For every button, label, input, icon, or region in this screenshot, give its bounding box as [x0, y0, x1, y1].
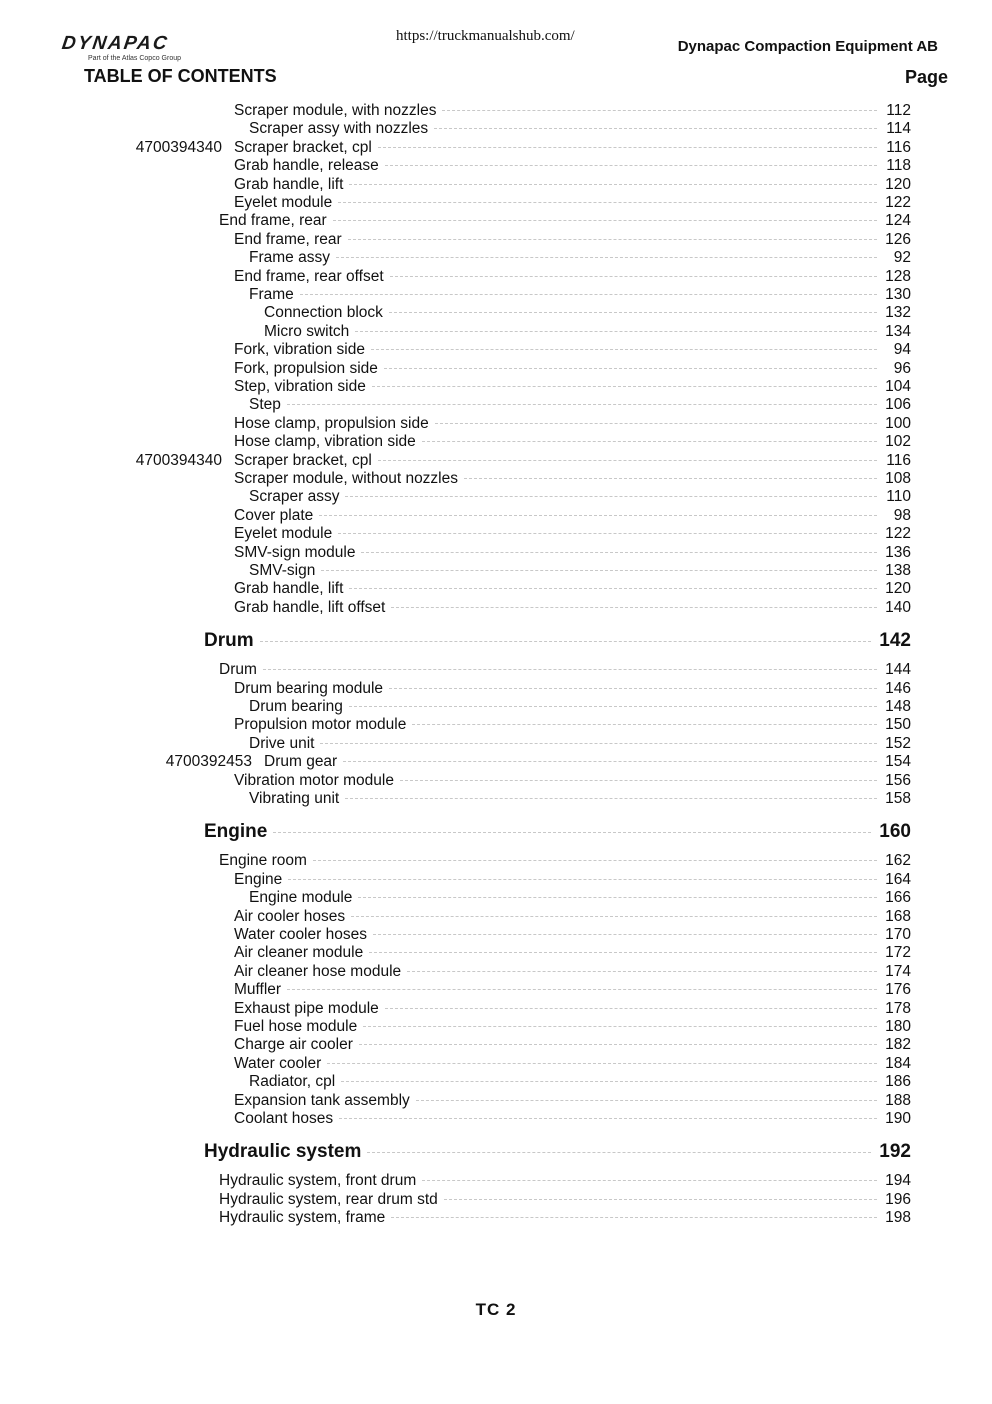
- dot-leader: [384, 368, 877, 369]
- toc-entry-label: Fuel hose module: [234, 1018, 358, 1035]
- toc-entry-row[interactable]: [234, 139, 911, 157]
- toc-section-row[interactable]: [204, 820, 911, 844]
- toc-section-row[interactable]: [204, 629, 911, 653]
- dot-leader: [371, 349, 877, 350]
- toc-entry-row[interactable]: [234, 908, 911, 926]
- dot-leader: [358, 897, 877, 898]
- toc-page-number: 120: [885, 175, 911, 193]
- toc-entry-row[interactable]: [249, 120, 911, 138]
- toc-entry-row[interactable]: [219, 212, 911, 230]
- toc-entry-row[interactable]: [234, 926, 911, 944]
- dot-leader: [319, 515, 877, 516]
- dot-leader: [355, 331, 877, 332]
- toc-entry-row[interactable]: [234, 716, 911, 734]
- toc-entry-row[interactable]: [234, 360, 911, 378]
- toc-entry-label: Hydraulic system, frame: [219, 1209, 386, 1227]
- toc-part-number: 4700394340: [135, 138, 222, 156]
- dot-leader: [400, 780, 877, 781]
- toc-entry-row[interactable]: [234, 871, 911, 889]
- page-footer-id: TC 2: [475, 1300, 517, 1319]
- toc-entry-label: SMV-sign module: [234, 543, 356, 561]
- dot-leader: [422, 1180, 877, 1181]
- dot-leader: [349, 184, 877, 185]
- toc-page-number: 170: [885, 926, 911, 943]
- toc-page-number: 196: [885, 1190, 911, 1208]
- toc-page-number: 92: [893, 249, 911, 267]
- toc-entry-row[interactable]: [219, 661, 911, 679]
- toc-entry-row[interactable]: [234, 231, 911, 249]
- dot-leader: [390, 276, 877, 277]
- company-name: Dynapac Compaction Equipment AB: [677, 38, 938, 55]
- toc-part-number: 4700394340: [135, 451, 222, 469]
- toc-entry-row[interactable]: [249, 698, 911, 716]
- toc-page-number: 190: [885, 1110, 911, 1127]
- toc-entry-label: Cover plate: [234, 506, 314, 524]
- dot-leader: [333, 220, 877, 221]
- toc-entry-row[interactable]: [234, 452, 911, 470]
- toc-entry-row[interactable]: [234, 772, 911, 790]
- toc-entry-label: Engine module: [249, 889, 353, 907]
- toc-entry-row[interactable]: [219, 1191, 911, 1209]
- toc-page-number: 94: [893, 341, 911, 359]
- toc-entry-row[interactable]: [234, 1036, 911, 1054]
- toc-section-row[interactable]: [204, 1140, 911, 1164]
- toc-page-number: 138: [885, 562, 911, 579]
- toc-page-number: 120: [885, 580, 911, 598]
- dot-leader: [378, 460, 877, 461]
- toc-entry-label: Frame: [249, 286, 294, 303]
- dot-leader: [288, 879, 877, 880]
- toc-page-number: 172: [885, 944, 911, 962]
- toc-entry-row[interactable]: [234, 176, 911, 194]
- dot-leader: [313, 860, 877, 861]
- toc-entry-row[interactable]: [249, 1073, 911, 1091]
- toc-entry-row[interactable]: [234, 580, 911, 598]
- toc-page-number: 152: [885, 734, 911, 752]
- toc-entry-row[interactable]: [234, 1110, 911, 1128]
- dot-leader: [435, 423, 877, 424]
- toc-page-number: 128: [885, 267, 911, 285]
- toc-entry-label: Air cleaner module: [234, 944, 364, 962]
- toc-page-number: 182: [885, 1036, 911, 1054]
- toc-entry-label: Hydraulic system, front drum: [219, 1172, 417, 1190]
- toc-page-number: 176: [885, 981, 911, 999]
- toc-entry-label: Hose clamp, vibration side: [234, 433, 416, 451]
- toc-page-number: 146: [885, 679, 911, 697]
- toc-entry-label: Eyelet module: [234, 194, 333, 211]
- toc-entry-label: Step, vibration side: [234, 378, 366, 395]
- dot-leader: [341, 1081, 877, 1082]
- dot-leader: [389, 688, 877, 689]
- toc-page-number: 130: [885, 286, 911, 303]
- toc-page-number: 160: [879, 821, 911, 843]
- toc-entry-row[interactable]: [219, 1209, 911, 1227]
- toc-entry-label: SMV-sign: [249, 562, 316, 579]
- toc-entry-label: Fork, vibration side: [234, 341, 365, 359]
- toc-entry-label: Grab handle, release: [234, 157, 379, 175]
- toc-entry-label: Connection block: [264, 304, 383, 322]
- dot-leader: [391, 607, 877, 608]
- dot-leader: [373, 934, 877, 935]
- toc-entry-label: Scraper module, without nozzles: [234, 470, 459, 487]
- toc-page-number: 162: [885, 852, 911, 870]
- toc-entry-row[interactable]: [234, 599, 911, 617]
- dot-leader: [372, 386, 877, 387]
- source-url[interactable]: https://truckmanualshub.com/: [396, 28, 575, 44]
- toc-page-number: 186: [885, 1073, 911, 1091]
- toc-entry-label: Scraper assy: [249, 488, 340, 506]
- dot-leader: [444, 1199, 877, 1200]
- toc-page-number: 166: [885, 889, 911, 907]
- toc-entry-label: Expansion tank assembly: [234, 1091, 410, 1109]
- dot-leader: [287, 989, 877, 990]
- toc-entry-label: Air cooler hoses: [234, 907, 346, 925]
- dot-leader: [349, 706, 877, 707]
- dot-leader: [385, 1008, 877, 1009]
- toc-page-number: 98: [893, 506, 911, 524]
- toc-page-number: 116: [886, 138, 911, 156]
- toc-page-number: 178: [885, 999, 911, 1017]
- toc-entry-label: Hose clamp, propulsion side: [234, 414, 429, 432]
- toc-entry-row[interactable]: [249, 249, 911, 267]
- dot-leader: [407, 971, 877, 972]
- toc-entry-row[interactable]: [249, 889, 911, 907]
- toc-entry-label: Scraper module, with nozzles: [234, 102, 437, 119]
- toc-entry-row[interactable]: [234, 341, 911, 359]
- dot-leader: [263, 669, 877, 670]
- toc-entry-label: Drum: [219, 661, 257, 679]
- dot-leader: [260, 641, 872, 642]
- dot-leader: [300, 294, 877, 295]
- dot-leader: [320, 743, 877, 744]
- dot-leader: [412, 724, 877, 725]
- dot-leader: [338, 533, 877, 534]
- toc-entry-row[interactable]: [234, 433, 911, 451]
- toc-entry-label: End frame, rear: [234, 230, 342, 248]
- toc-entry-label: Coolant hoses: [234, 1110, 334, 1127]
- dot-leader: [359, 1044, 877, 1045]
- toc-entry-row[interactable]: [234, 470, 911, 488]
- toc-entry-label: Drive unit: [249, 734, 315, 752]
- dot-leader: [349, 588, 877, 589]
- toc-page-number: 118: [886, 157, 911, 175]
- dot-leader: [434, 128, 877, 129]
- dot-leader: [345, 798, 877, 799]
- toc-entry-label: Radiator, cpl: [249, 1073, 336, 1091]
- toc-page-number: 108: [885, 470, 911, 487]
- toc-entry-row[interactable]: [234, 963, 911, 981]
- toc-entry-row[interactable]: [249, 286, 911, 304]
- toc-entry-label: Fork, propulsion side: [234, 359, 378, 377]
- toc-entry-row[interactable]: [234, 1000, 911, 1018]
- toc-entry-label: Scraper assy with nozzles: [249, 120, 429, 138]
- toc-page-number: 188: [885, 1091, 911, 1109]
- toc-entry-row[interactable]: [219, 1172, 911, 1190]
- toc-page-number: 132: [885, 304, 911, 322]
- dot-leader: [416, 1100, 877, 1101]
- dynapac-logo: [62, 34, 232, 63]
- toc-entry-row[interactable]: [234, 1092, 911, 1110]
- dot-leader: [339, 1118, 877, 1119]
- toc-entry-label: Frame assy: [249, 249, 330, 267]
- dot-leader: [336, 257, 877, 258]
- toc-entry-row[interactable]: [234, 157, 911, 175]
- dot-leader: [351, 916, 877, 917]
- toc-entry-label: Vibration motor module: [234, 771, 394, 789]
- toc-entry-label: Air cleaner hose module: [234, 962, 402, 980]
- toc-entry-row[interactable]: [249, 488, 911, 506]
- dot-leader: [343, 761, 877, 762]
- toc-entry-label: Grab handle, lift: [234, 580, 344, 598]
- dot-leader: [389, 312, 877, 313]
- dot-leader: [273, 832, 871, 833]
- toc-entry-label: Step: [249, 396, 281, 414]
- toc-page-number: 96: [893, 359, 911, 377]
- toc-entry-label: Grab handle, lift: [234, 175, 344, 193]
- toc-page-number: 114: [886, 120, 911, 138]
- toc-page-number: 122: [885, 525, 911, 543]
- toc-entry-label: Water cooler: [234, 1054, 322, 1072]
- toc-page-number: 104: [885, 378, 911, 395]
- toc-page-number: 150: [885, 716, 911, 734]
- dot-leader: [422, 441, 877, 442]
- toc-page-number: 124: [885, 212, 911, 230]
- toc-page-number: 156: [885, 771, 911, 789]
- toc-page-number: 154: [885, 753, 911, 771]
- toc-entry-label: Vibrating unit: [249, 790, 340, 807]
- dot-leader: [363, 1026, 877, 1027]
- toc-page-number: 158: [885, 790, 911, 807]
- toc-entry-row[interactable]: [234, 680, 911, 698]
- toc-entry-row[interactable]: [249, 735, 911, 753]
- toc-entry-row[interactable]: [249, 396, 911, 414]
- toc-page-number: 180: [885, 1018, 911, 1035]
- toc-entry-label: Drum bearing module: [234, 679, 384, 697]
- toc-entry-row[interactable]: [234, 944, 911, 962]
- brand-name: DYNAPAC: [60, 33, 171, 54]
- toc-entry-row[interactable]: [234, 544, 911, 562]
- dot-leader: [369, 952, 877, 953]
- toc-entry-label: Exhaust pipe module: [234, 999, 379, 1017]
- toc-page-number: 184: [885, 1054, 911, 1072]
- dot-leader: [385, 165, 877, 166]
- toc-entry-label: Scraper bracket, cpl: [234, 138, 372, 156]
- toc-part-number: 4700392453: [165, 753, 252, 771]
- dot-leader: [348, 239, 877, 240]
- toc-entry-label: Grab handle, lift offset: [234, 598, 386, 616]
- toc-entry-label: Drum: [204, 630, 254, 652]
- dot-leader: [378, 147, 877, 148]
- toc-entry-row[interactable]: [264, 304, 911, 322]
- toc-page-number: 136: [885, 543, 911, 561]
- toc-entry-label: Engine: [204, 821, 268, 843]
- toc-entry-row[interactable]: [249, 562, 911, 580]
- toc-entry-row[interactable]: [249, 790, 911, 808]
- toc-entry-row[interactable]: [234, 268, 911, 286]
- toc-entry-row[interactable]: [234, 1055, 911, 1073]
- toc-entry-row[interactable]: [234, 415, 911, 433]
- toc-entry-label: Eyelet module: [234, 525, 333, 543]
- toc-entry-row[interactable]: [219, 852, 911, 870]
- toc-entry-row[interactable]: [234, 378, 911, 396]
- toc-entry-row[interactable]: [234, 194, 911, 212]
- page-title: TABLE OF CONTENTS: [84, 66, 277, 86]
- toc-page-number: 116: [886, 451, 911, 469]
- toc-entry-label: Drum bearing: [249, 698, 343, 715]
- toc-page-number: 134: [885, 322, 911, 340]
- toc-entry-row[interactable]: [234, 525, 911, 543]
- toc-entry-row[interactable]: [264, 753, 911, 771]
- toc-page-number: 174: [885, 962, 911, 980]
- toc-entry-label: Hydraulic system: [204, 1141, 362, 1163]
- toc-page-number: 144: [885, 661, 911, 679]
- toc-page-number: 110: [886, 488, 911, 506]
- toc-entry-row[interactable]: [234, 102, 911, 120]
- dot-leader: [391, 1217, 877, 1218]
- dot-leader: [361, 552, 877, 553]
- brand-tagline: Part of the Atlas Copco Group: [88, 55, 181, 62]
- toc-entry-row[interactable]: [264, 323, 911, 341]
- toc-entry-label: Propulsion motor module: [234, 716, 407, 734]
- toc-entry-label: Muffler: [234, 981, 282, 999]
- toc-page-number: 194: [885, 1172, 911, 1190]
- toc-page-number: 122: [885, 194, 911, 211]
- page-column-heading: Page: [904, 67, 948, 87]
- toc-page-number: 198: [885, 1209, 911, 1227]
- dot-leader: [327, 1063, 877, 1064]
- toc-entry-row[interactable]: [234, 1018, 911, 1036]
- toc-page-number: 168: [885, 907, 911, 925]
- toc-page-number: 106: [885, 396, 911, 414]
- toc-page-number: 142: [879, 630, 911, 652]
- toc-page-number: 102: [885, 433, 911, 451]
- dot-leader: [367, 1152, 871, 1153]
- toc-page-number: 164: [885, 870, 911, 888]
- dot-leader: [287, 404, 877, 405]
- toc-page-number: 100: [885, 414, 911, 432]
- dot-leader: [345, 496, 877, 497]
- toc-page-number: 126: [885, 230, 911, 248]
- toc-entry-row[interactable]: [234, 507, 911, 525]
- dot-leader: [464, 478, 877, 479]
- toc-entry-label: Hydraulic system, rear drum std: [219, 1190, 438, 1208]
- toc-page-number: 140: [885, 598, 911, 616]
- toc-page-number: 112: [886, 102, 911, 119]
- toc-entry-label: Engine room: [219, 852, 307, 870]
- dot-leader: [321, 570, 877, 571]
- dot-leader: [442, 110, 877, 111]
- toc-entry-label: Charge air cooler: [234, 1036, 353, 1054]
- toc-entry-label: Scraper bracket, cpl: [234, 451, 372, 469]
- toc-page-number: 192: [879, 1141, 911, 1163]
- toc-entry-label: Engine: [234, 870, 283, 888]
- toc-entry-label: End frame, rear offset: [234, 267, 384, 285]
- toc-entry-row[interactable]: [234, 981, 911, 999]
- toc-page-number: 148: [885, 698, 911, 715]
- dot-leader: [338, 202, 877, 203]
- toc-entry-label: Drum gear: [264, 753, 338, 771]
- toc-entry-label: End frame, rear: [219, 212, 327, 230]
- toc-entry-label: Water cooler hoses: [234, 926, 367, 943]
- toc-entry-label: Micro switch: [264, 322, 350, 340]
